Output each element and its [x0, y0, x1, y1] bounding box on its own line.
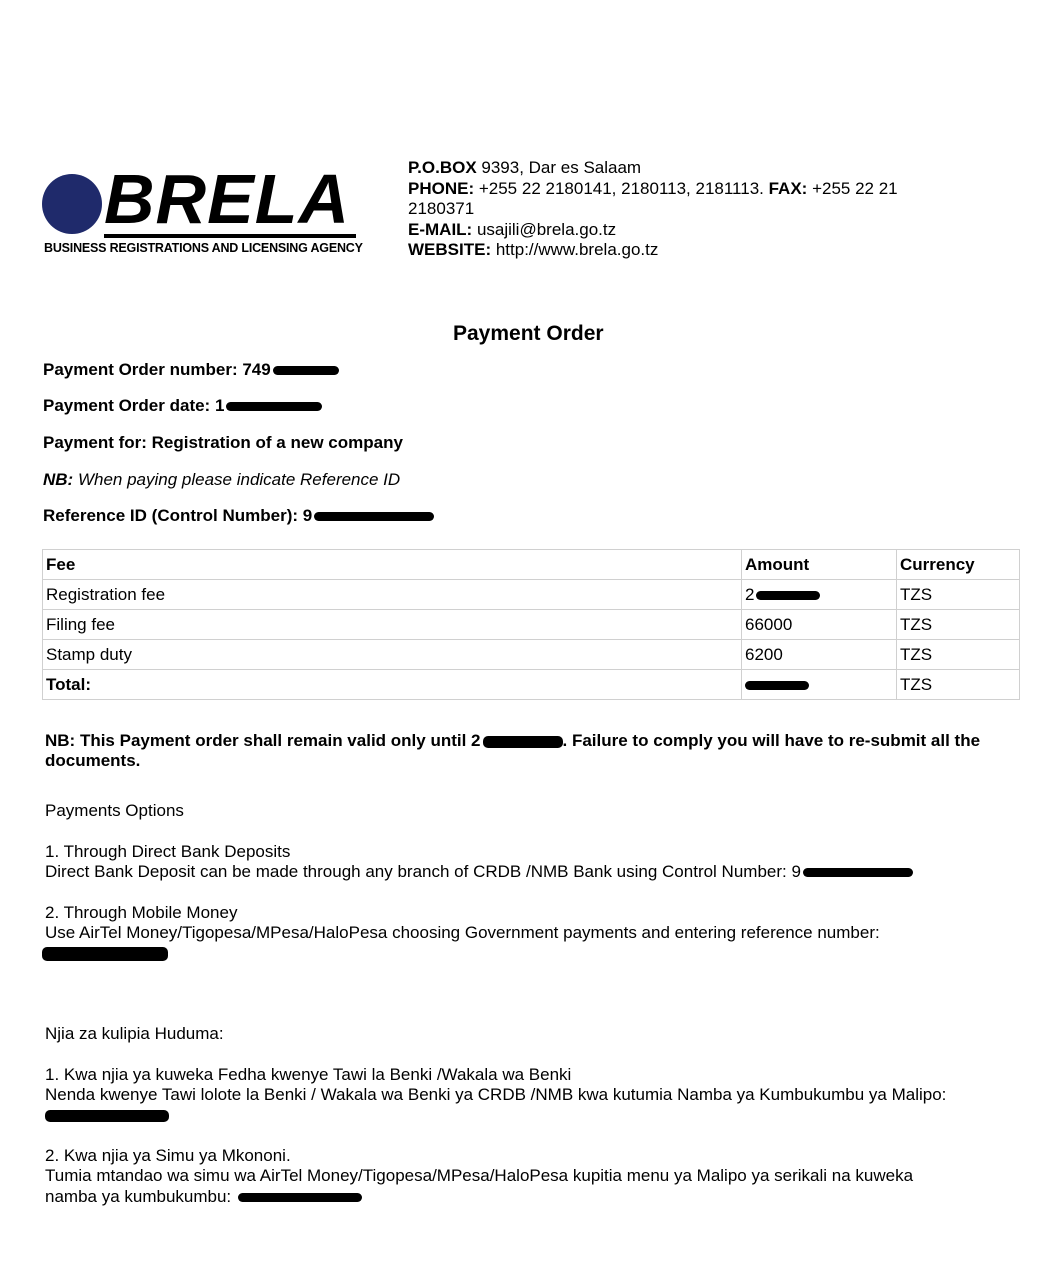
table-row: Stamp duty 6200 TZS [43, 640, 1020, 670]
swahili-option2-text: Tumia mtandao wa simu wa AirTel Money/Tigopesa/MPesa/HaloPesa kupitia menu ya Malipo ya serikali na kuweka [45, 1166, 914, 1185]
validity-note: NB: This Payment order shall remain valid only until 2 . Failure to comply you will have to re-submit all the documents. [45, 731, 981, 770]
option2-title: 2. Through Mobile Money [45, 903, 238, 922]
logo-arrow-icon [42, 174, 102, 234]
swahili-title: Njia za kulipia Huduma: [45, 1024, 224, 1043]
logo-subtitle: BUSINESS REGISTRATIONS AND LICENSING AGENCY [44, 241, 363, 255]
reference-id: Reference ID (Control Number): 9 [43, 506, 434, 526]
order-date: Payment Order date: 1 [43, 396, 322, 416]
table-row: Total: TZS [43, 670, 1020, 700]
nb-reference: NB: When paying please indicate Reference ID [43, 470, 401, 489]
fee-table: Fee Amount Currency Registration fee 2 TZS Filing fee 66000 TZS Stamp duty 6200 TZS Total: TZS [42, 549, 1020, 700]
swahili-reference: namba ya kumbukumbu: [45, 1187, 362, 1207]
order-number: Payment Order number: 749 [43, 360, 339, 380]
brela-logo [42, 166, 362, 260]
contact-block: P.O.BOX 9393, Dar es Salaam PHONE: +255 22 2180141, 2180113, 2181113. FAX: +255 22 21 2180371 E-MAIL: usajili@brela.go.tz WEBSITE: http://www.brela.go.tz [408, 158, 898, 259]
swahili-option1-text: Nenda kwenye Tawi lolote la Benki / Wakala wa Benki ya CRDB /NMB kwa kutumia Namba ya Kumbukumbu ya Malipo: [45, 1085, 947, 1104]
swahili-option1-title: 1. Kwa njia ya kuweka Fedha kwenye Tawi la Benki /Wakala wa Benki [45, 1065, 572, 1084]
swahili-option2-title: 2. Kwa njia ya Simu ya Mkononi. [45, 1146, 291, 1165]
option1-title: 1. Through Direct Bank Deposits [45, 842, 291, 861]
table-row: Filing fee 66000 TZS [43, 610, 1020, 640]
table-row: Registration fee 2 TZS [43, 580, 1020, 610]
option2-text: Use AirTel Money/Tigopesa/MPesa/HaloPesa choosing Government payments and entering reference number: [45, 923, 880, 942]
logo-wordmark: BRELA [104, 166, 351, 232]
page-title: Payment Order [453, 322, 604, 345]
option1-text: Direct Bank Deposit can be made through any branch of CRDB /NMB Bank using Control Number: 9 [45, 862, 913, 882]
options-title: Payments Options [45, 801, 184, 820]
payment-for: Payment for: Registration of a new company [43, 433, 403, 452]
